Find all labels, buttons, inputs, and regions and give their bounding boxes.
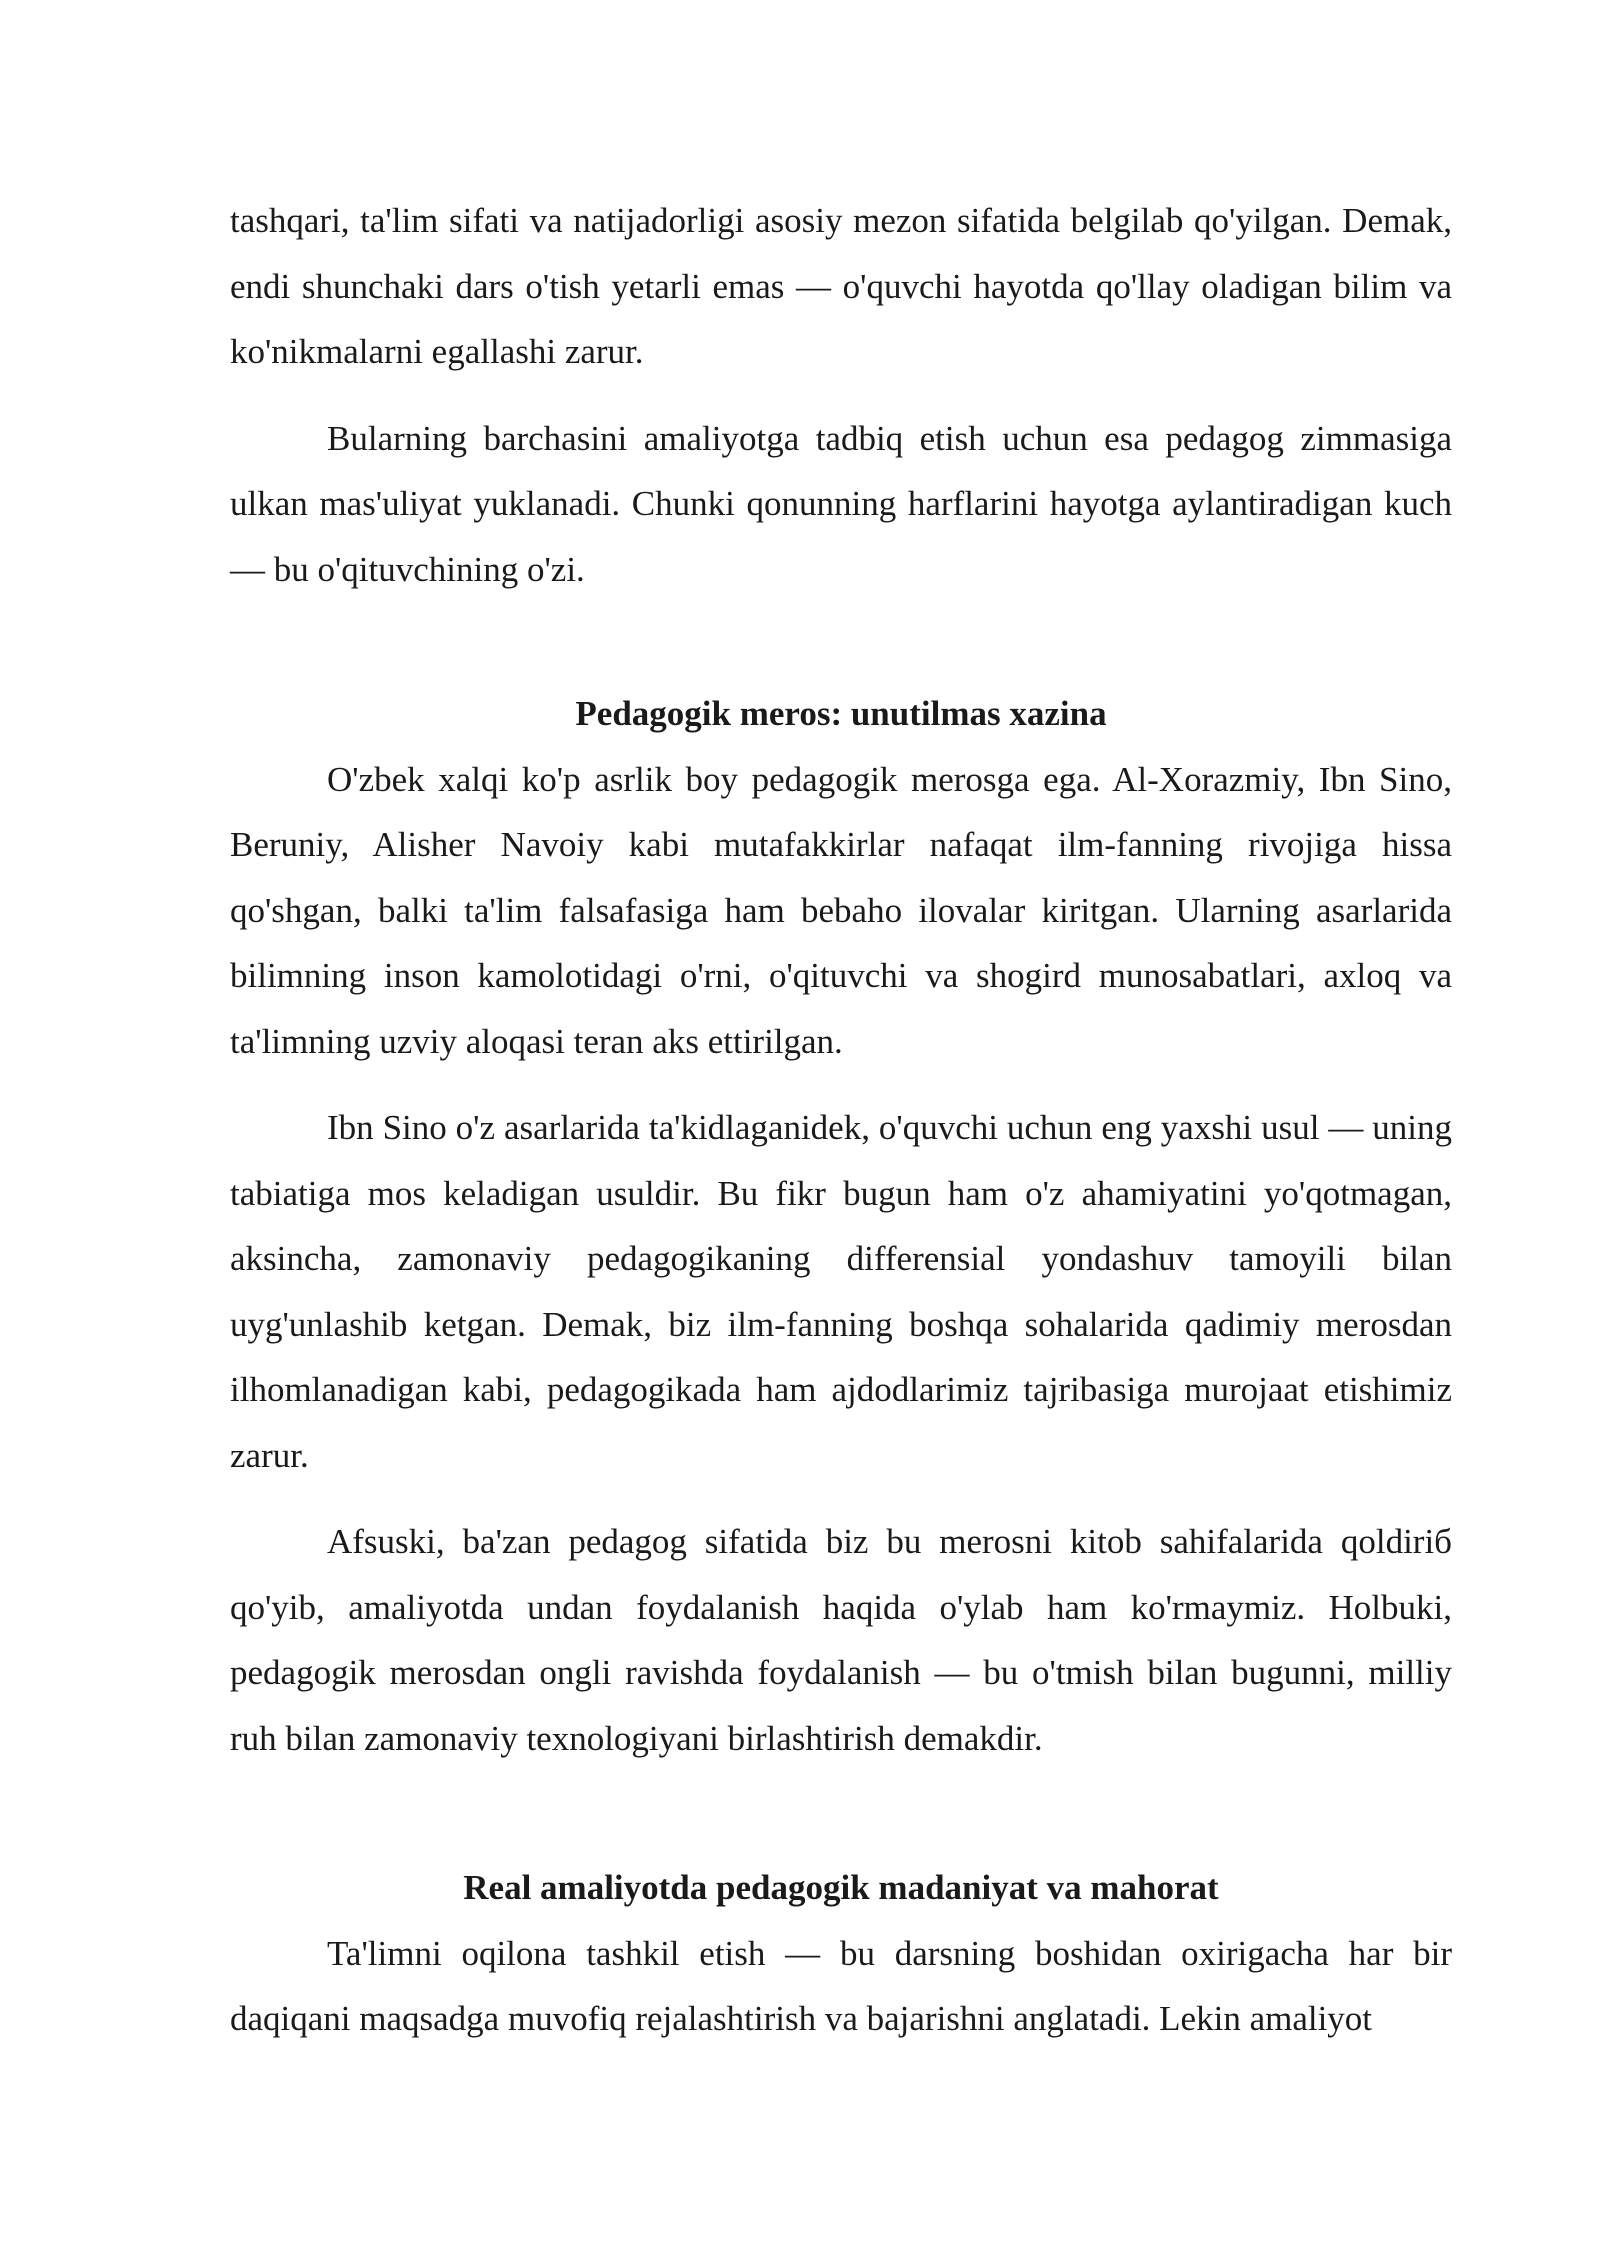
- document-body: [230, 188, 1452, 2073]
- paragraph-section1-3: Afsuski, ba'zan pedagog sifatida biz bu merosni kitob sahifalarida qoldiriб qo'yib, amaliyotda undan foydalanish haqida o'ylab ham ko'rmaymiz. Holbuki, pedagogik merosdan ongli ravishda foydalanish — bu o'tmish bilan bugunni, milliy ruh bilan zamonaviy texnologiyani birlashtirish demakdir.: [230, 1522, 1452, 1758]
- section-heading-pedagogik-meros: Pedagogik meros: unutilmas xazina: [575, 694, 1107, 733]
- paragraph-section1-2: Ibn Sino o'z asarlarida ta'kidlaganidek, o'quvchi uchun eng yaxshi usul — uning tabiatiga mos keladigan usuldir. Bu fikr bugun ham o'z ahamiyatini yo'qotmagan, aksincha, zamonaviy pedagogikaning differensial yondashuv tamoyili bilan uyg'unlashib ketgan. Demak, biz ilm-fanning boshqa sohalarida qadimiy merosdan ilhomlanadigan kabi, pedagogikada ham ajdodlarimiz tajribasiga murojaat etishimiz zarur.: [230, 1108, 1452, 1475]
- section-heading-real-amaliyot: Real amaliyotda pedagogik madaniyat va mahorat: [463, 1868, 1219, 1907]
- paragraph-intro-2: Bularning barchasini amaliyotga tadbiq etish uchun esa pedagog zimmasiga ulkan mas'uliyat yuklanadi. Chunki qonunning harflarini hayotga aylantiradigan kuch — bu o'qituvchining o'zi.: [230, 418, 1452, 589]
- paragraph-intro-1: tashqari, ta'lim sifati va natijadorligi asosiy mezon sifatida belgilab qo'yilgan. Demak, endi shunchaki dars o'tish yetarli emas — o'quvchi hayotda qo'llay oladigan bilim va ko'nikmalarni egallashi zarur.: [230, 201, 1452, 371]
- paragraph-section2-1: Ta'limni oqilona tashkil etish — bu darsning boshidan oxirigacha har bir daqiqani maqsadga muvofiq rejalashtirish va bajarishni anglatadi. Lekin amaliyot: [230, 1933, 1452, 2038]
- paragraph-section1-1: O'zbek xalqi ko'p asrlik boy pedagogik merosga ega. Al-Xorazmiy, Ibn Sino, Beruniy, Alisher Navoiy kabi mutafakkirlar nafaqat ilm-fanning rivojiga hissa qo'shgan, balki ta'lim falsafasiga ham bebaho ilovalar kiritgan. Ularning asarlarida bilimning inson kamolotidagi o'rni, o'qituvchi va shogird munosabatlari, axloq va ta'limning uzviy aloqasi teran aks ettirilgan.: [230, 759, 1452, 1061]
